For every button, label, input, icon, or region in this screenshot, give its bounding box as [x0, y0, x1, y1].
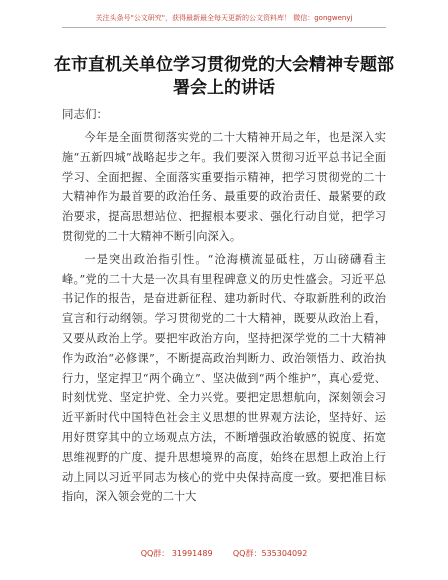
document-title: 在市直机关单位学习贯彻党的大会精神专题部署会上的讲话 [54, 55, 394, 98]
paragraph-1: 今年是全面贯彻落实党的二十大精神开局之年，也是深入实施“五新四城”战略起步之年。我们要深入贯彻习近平总书记全面学习、全面把握、全面落实重要指示精神，把学习贯彻党的二十大精神作为最首要的政治任务、最重要的政治责任、最紧要的政治要求，提高思想站位、把握根本要求、强化行动自觉，把学习贯彻党的二十大精神不断引向深入。 [62, 131, 386, 243]
header-banner: 关注头条号"公文研究"，获得最新最全每天更新的公文资料库！ 微信：gongwenyj [95, 14, 353, 22]
paragraph-2: 一是突出政治指引性。“沧海横流显砥柱，万山磅礴看主峰。”党的二十大是一次具有里程碑意义的历史性盛会。习近平总书记作的报告，是奋进新征程、建功新时代、夺取新胜利的政治宣言和行动纲领。学习贯彻党的二十大精神，既要从政治上看，又要从政治上学。要把牢政治方向，坚持把深学党的二十大精神作为政治“必修课”，不断提高政治判断力、政治领悟力、政治执行力，坚定捍卫“两个确立”、坚决做到“两个维护”，真心爱党、时刻忧党、坚定护党、全力兴党。要把定思想航向，深刻领会习近平新时代中国特色社会主义思想的世界观方法论，坚持好、运用好贯穿其中的立场观点方法，不断增强政治敏感的锐度、拓宽思维视野的广度、提升思想境界的高度，始终在思想上政治上行动上同以习近平同志为核心的党中央保持高度一致。要把准目标指向，深入领会党的二十大 [62, 252, 386, 504]
footer-contact: QQ群： 31991489 QQ群：535304092 [140, 549, 308, 558]
document-body [62, 128, 386, 510]
salutation: 同志们： [62, 107, 108, 121]
header-divider [62, 27, 386, 28]
